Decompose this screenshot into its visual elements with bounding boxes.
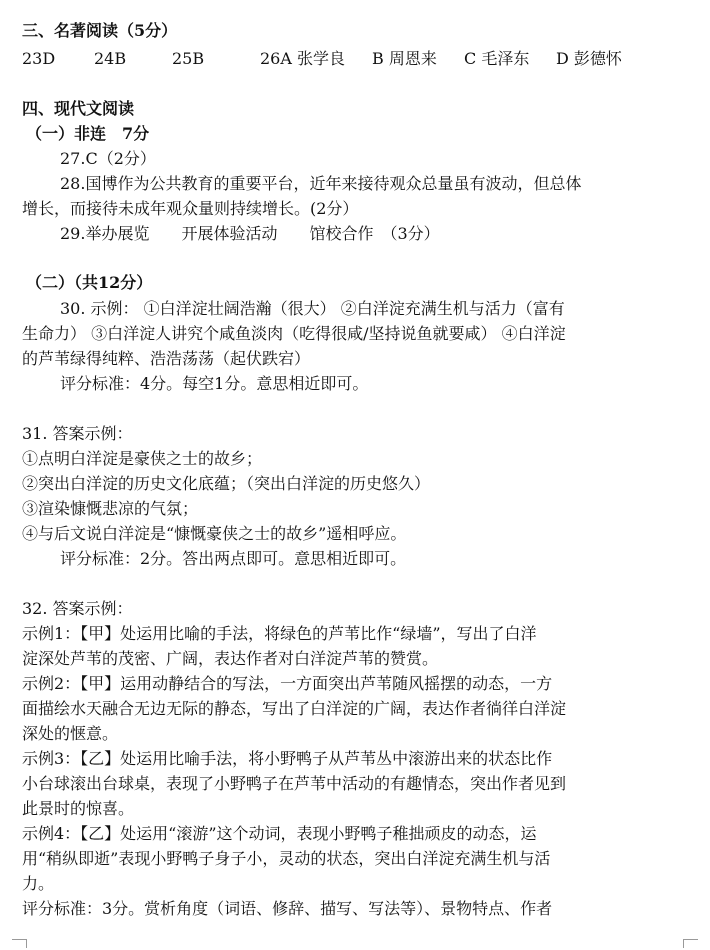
section-3-heading: 三、名著阅读（5分） (22, 21, 178, 40)
q30-scoring: 评分标准：4分。每空1分。意思相近即可。 (60, 374, 369, 393)
q32-scoring: 评分标准：3分。赏析角度（词语、修辞、描写、写法等）、景物特点、作者 (22, 899, 553, 918)
answer-26c: C 毛泽东 (464, 49, 530, 68)
page-corner-mark-right (683, 939, 698, 948)
part-2-heading: （二）（共12分） (26, 273, 153, 292)
q32-example-1-line-1: 示例1：【甲】处运用比喻的手法，将绿色的芦苇比作“绿墙”，写出了白洋 (22, 624, 537, 643)
q32-example-4-line-2: 用“稍纵即逝”表现小野鸭子身子小，灵动的状态，突出白洋淀充满生机与活 (22, 849, 551, 868)
q30-line-1: 30. 示例： ①白洋淀壮阔浩瀚（很大） ②白洋淀充满生机与活力（富有 (60, 299, 565, 318)
q32-example-2-line-2: 面描绘水天融合无边无际的静态，写出了白洋淀的广阔，表达作者徜徉白洋淀 (22, 699, 567, 718)
q31-point-4: ④与后文说白洋淀是“慷慨豪侠之士的故乡”遥相呼应。 (22, 524, 407, 543)
q30-line-2: 生命力） ③白洋淀人讲究个咸鱼淡肉（吃得很咸/坚持说鱼就要咸） ④白洋淀 (22, 324, 566, 343)
part-1-heading: （一）非连 7分 (26, 124, 150, 143)
q32-example-1-line-2: 淀深处芦苇的茂密、广阔，表达作者对白洋淀芦苇的赞赏。 (22, 649, 439, 668)
q32-example-3-line-3: 此景时的惊喜。 (22, 799, 135, 818)
answer-26b: B 周恩来 (372, 49, 437, 68)
q28-line-2: 增长，而接待未成年观众量则持续增长。(2分） (22, 199, 359, 218)
q31-scoring: 评分标准：2分。答出两点即可。意思相近即可。 (60, 549, 407, 568)
answer-23: 23D (22, 49, 56, 68)
q31-point-3: ③渲染慷慨悲凉的气氛； (22, 499, 199, 518)
q27-answer: 27.C（2分） (60, 149, 156, 168)
q30-line-3: 的芦苇绿得纯粹、浩浩荡荡（起伏跌宕） (22, 349, 311, 368)
answer-26a: 26A 张学良 (260, 49, 346, 68)
answer-25: 25B (172, 49, 205, 68)
page-corner-mark-left (12, 939, 27, 948)
answer-26d: D 彭德怀 (556, 49, 622, 68)
q32-example-3-line-1: 示例3：【乙】处运用比喻手法，将小野鸭子从芦苇丛中滚游出来的状态比作 (22, 749, 553, 768)
answer-24: 24B (94, 49, 127, 68)
q32-example-3-line-2: 小台球滚出台球桌，表现了小野鸭子在芦苇中活动的有趣情态，突出作者见到 (22, 774, 567, 793)
q31-point-2: ②突出白洋淀的历史文化底蕴；（突出白洋淀的历史悠久） (22, 474, 431, 493)
q29-answer: 29.举办展览 开展体验活动 馆校合作 （3分） (60, 224, 440, 243)
q32-example-4-line-1: 示例4：【乙】处运用“滚游”这个动词，表现小野鸭子稚拙顽皮的动态，运 (22, 824, 537, 843)
q32-example-2-line-3: 深处的惬意。 (22, 724, 119, 743)
q31-point-1: ①点明白洋淀是豪侠之士的故乡； (22, 449, 263, 468)
q32-title: 32. 答案示例： (22, 599, 133, 618)
section-4-heading: 四、现代文阅读 (22, 99, 135, 118)
q28-line-1: 28.国博作为公共教育的重要平台，近年来接待观众总量虽有波动，但总体 (60, 174, 582, 193)
q32-example-4-line-3: 力。 (22, 874, 55, 893)
q31-title: 31. 答案示例： (22, 424, 133, 443)
q32-example-2-line-1: 示例2：【甲】运用动静结合的写法，一方面突出芦苇随风摇摆的动态，一方 (22, 674, 553, 693)
